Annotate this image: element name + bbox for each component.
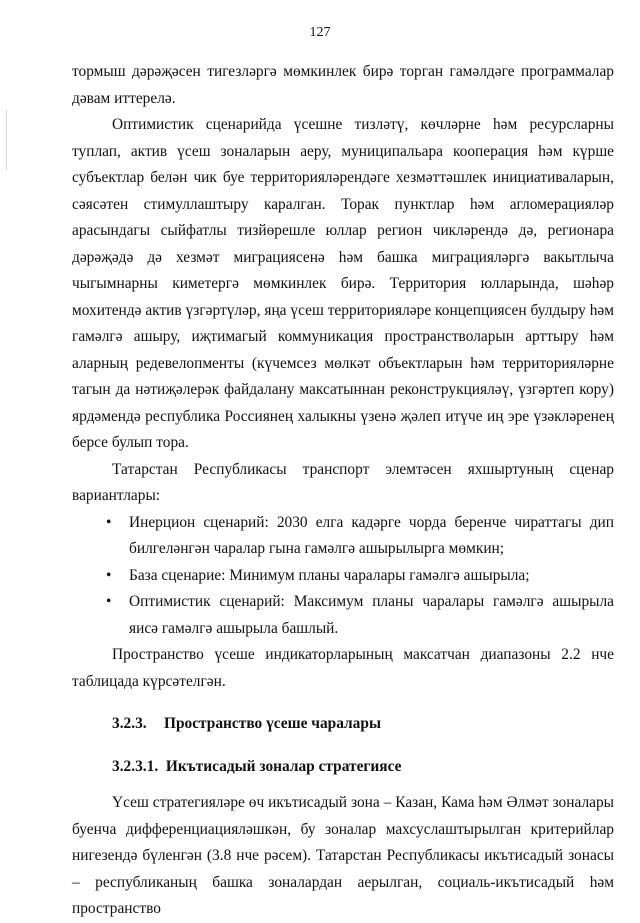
scenario-list	[72, 510, 614, 643]
page-number: 127	[309, 25, 331, 40]
list-item	[72, 589, 614, 642]
subsection-title: Икътисадый зоналар стратегиясе	[165, 757, 402, 775]
paragraph-indicators: Пространство үсеше индикаторларының максатчан диапазоны 2.2 нче таблицада күрсәтелгән.	[72, 646, 614, 690]
paragraph-optimistic-scenario: Оптимистик сценарийда үсешне тизләтү, көчләрне һәм ресурсларны туплап, актив үсеш зоналарын аеру, муниципальара кооперация һәм күрше субъектлар белән чик буе территорияләрендәге хезмәттәшлек инициативаларын, сәясәтен стимуллаштыру каралган. Торак пунктлар һәм агломерацияләр арасындагы сыйфатлы тизйөрешле юллар регион чикләрендә дә, регионара дәрәҗәдә дә хезмәт миграциясенә һәм башка миграцияләргә вакытлыча чыгымнарны киметергә мөмкинлек бирә. Территория юлларында, шәһәр мохитендә актив үзгәртүләр, яңа үсеш территорияләре концепциясен булдыру һәм гамәлгә ашыру, иҗтимагый коммуникация пространстволарын арттыру һәм аларның редевелопменты (күчемсез мөлкәт объектларын һәм территорияләрне тагын да нәтиҗәлерәк файдалану максатыннан реконструкцияләү, үзгәртеп кору) ярдәмендә республика Россиянең халыкны үзенә җәлеп итүче иң эре үзәкләренең берсе булып тора.	[72, 116, 614, 451]
subsection-number: 3.2.3.1.	[112, 757, 159, 775]
bullet-symbol: •	[106, 513, 112, 531]
scenario-intro-line-1: Татарстан Республикасы транспорт элемтәсен яхшыртуның сценар	[112, 460, 614, 478]
paragraph-scenario-intro	[72, 457, 614, 484]
list-item	[72, 510, 614, 563]
list-item-text: База сценарие: Минимум планы чаралары гамәлгә ашырыла;	[129, 566, 530, 584]
bullet-symbol: •	[106, 566, 112, 584]
section-number: 3.2.3.	[112, 715, 147, 732]
paragraph-economic-zones: Үсеш стратегияләре өч икътисадый зона – Казан, Кама һәм Әлмәт зоналары буенча дифференциацияләшкән, бу зоналар махсуслаштырылган критерийлар нигезендә бүленгән (3.8 нче рәсем). Татарстан Республикасы икътисадый зонасы – республиканың башка зоналардан аерылган, социаль-икътисадый һәм пространство	[72, 794, 614, 917]
section-heading-3-2-3-1	[72, 754, 614, 781]
section-heading-3-2-3	[72, 711, 614, 738]
list-item-text: Оптимистик сценарий: Максимум планы чаралары гамәлгә ашырыла яисә гамәлгә ашырыла башлый.	[129, 593, 614, 637]
section-title: Пространство үсеше чаралары	[164, 715, 381, 732]
paragraph-scenario-intro-end: вариантлары:	[72, 487, 161, 504]
list-item-text: Инерцион сценарий: 2030 елга кадәрге чорда беренче чираттагы дип билгеләнгән чаралар гына гамәлгә ашырылырга мөмкин;	[129, 513, 614, 557]
bullet-symbol: •	[106, 593, 112, 610]
page-content	[72, 59, 614, 923]
list-item	[72, 563, 614, 590]
paragraph-continuation: тормыш дәрәҗәсен тигезләргә мөмкинлек бирә торган гамәлдәге программалар дәвам иттерелә.	[72, 63, 614, 107]
scan-margin-mark	[6, 110, 7, 170]
